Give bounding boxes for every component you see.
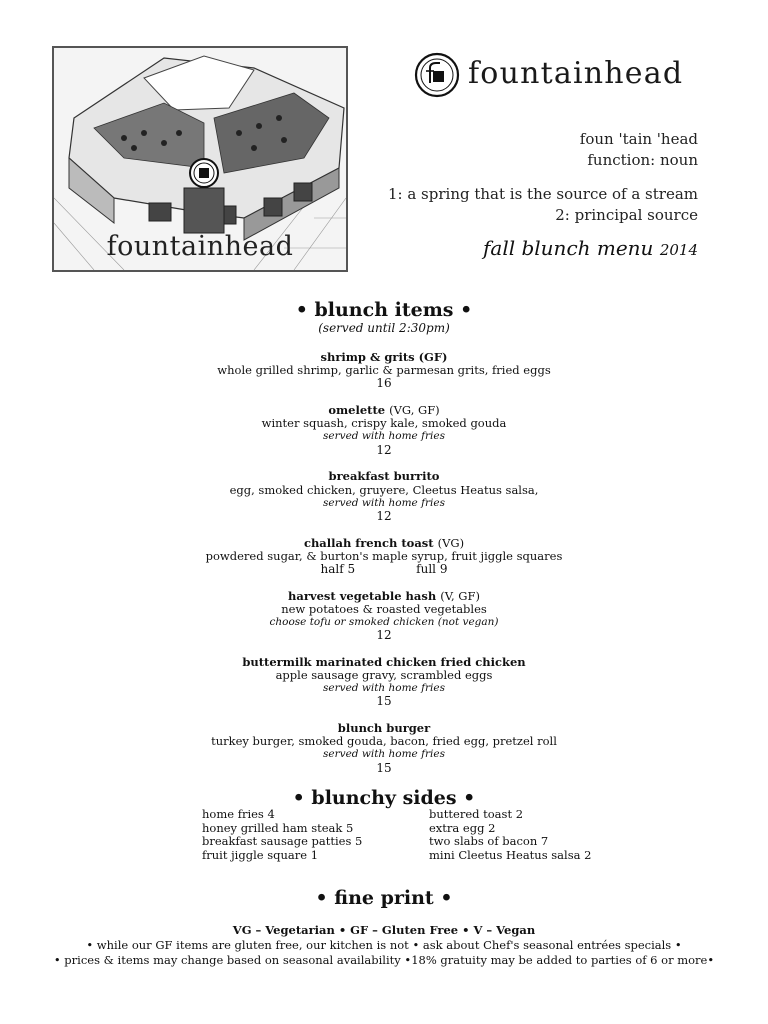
- menu-item-note: served with home fries: [323, 497, 445, 509]
- menu-item-price: 12: [376, 509, 392, 523]
- menu-item-name: [0, 403, 768, 417]
- definition-sense-1: 1: a spring that is the source of a stream: [387, 185, 698, 203]
- fountainhead-logo-icon: [412, 52, 462, 98]
- brand-name: fountainhead: [468, 56, 684, 91]
- side-item: extra egg 2: [429, 820, 496, 835]
- menu-item-diet-tag: (VG, GF): [389, 403, 440, 417]
- illustration-brand-name: fountainhead: [106, 231, 294, 262]
- menu-item-diet-tag: (VG): [437, 536, 465, 550]
- side-item: honey grilled ham steak 5: [202, 820, 354, 835]
- menu-item-name: shrimp & grits (GF): [320, 350, 448, 364]
- menu-item-note: served with home fries: [323, 430, 445, 442]
- side-item: buttered toast 2: [429, 807, 524, 821]
- menu-title: [483, 236, 698, 260]
- menu-item-price: 16: [376, 376, 392, 390]
- menu-item-description: powdered sugar, & burton's maple syrup, fruit jiggle squares: [205, 549, 563, 563]
- menu-item-description: winter squash, crispy kale, smoked gouda: [261, 416, 507, 430]
- sides-list-right: [429, 808, 591, 862]
- fine-print-line-2: • prices & items may change based on seasonal availability •18% gratuity may be added to parties of 6 or more•: [53, 953, 715, 967]
- section-title-blunch: • blunch items •: [295, 299, 473, 321]
- menu-item-description: turkey burger, smoked gouda, bacon, fried egg, pretzel roll: [211, 734, 557, 748]
- menu-item-name-text: harvest vegetable hash: [288, 589, 437, 603]
- fine-print-line-1: • while our GF items are gluten free, our kitchen is not • ask about Chef's seasonal entrées specials •: [86, 938, 682, 952]
- menu-item-price: half 5 full 9: [320, 562, 448, 576]
- menu-item-price: 12: [376, 443, 392, 457]
- menu-item-name: [0, 589, 768, 603]
- menu-item-name-text: challah french toast: [303, 536, 434, 550]
- section-title-fine-print: • fine print •: [315, 887, 453, 909]
- side-item: fruit jiggle square 1: [202, 847, 319, 862]
- brand-logo: [410, 52, 698, 98]
- sides-list-left: [202, 808, 362, 862]
- menu-item-description: apple sausage gravy, scrambled eggs: [275, 668, 493, 682]
- section-title-sides: • blunchy sides •: [292, 787, 476, 809]
- definition-sense-2: 2: principal source: [555, 206, 698, 224]
- menu-item-diet-tag: (V, GF): [440, 589, 480, 603]
- menu-item-description: new potatoes & roasted vegetables: [281, 602, 487, 616]
- menu-item-note: choose tofu or smoked chicken (not vegan): [269, 616, 499, 628]
- side-item: home fries 4: [202, 807, 275, 821]
- menu-item-price: 15: [376, 694, 392, 708]
- side-item: mini Cleetus Heatus salsa 2: [429, 847, 592, 862]
- menu-item-name: breakfast burrito: [328, 469, 440, 483]
- menu-item-price: 15: [376, 761, 392, 775]
- side-item: breakfast sausage patties 5: [202, 834, 363, 849]
- definition-function: function: noun: [587, 151, 698, 169]
- section-subtitle-blunch: (served until 2:30pm): [318, 321, 450, 335]
- restaurant-illustration: [52, 46, 348, 272]
- menu-item-name: buttermilk marinated chicken fried chicken: [242, 655, 526, 669]
- menu-title-text: fall blunch menu: [483, 236, 654, 260]
- diet-legend: VG – Vegetarian • GF – Gluten Free • V – Vegan: [232, 923, 536, 937]
- menu-item-note: served with home fries: [323, 748, 445, 760]
- menu-item-name: blunch burger: [337, 721, 431, 735]
- menu-item-description: egg, smoked chicken, gruyere, Cleetus Heatus salsa,: [229, 483, 539, 497]
- definition-pronunciation: foun 'tain 'head: [579, 130, 698, 148]
- side-item: two slabs of bacon 7: [429, 834, 549, 849]
- menu-title-year: 2014: [659, 241, 698, 259]
- menu-item-name: [0, 536, 768, 550]
- menu-item-name-text: omelette: [328, 403, 386, 417]
- menu-item-price: 12: [376, 628, 392, 642]
- menu-item-description: whole grilled shrimp, garlic & parmesan grits, fried eggs: [217, 363, 551, 377]
- menu-item-note: served with home fries: [323, 682, 445, 694]
